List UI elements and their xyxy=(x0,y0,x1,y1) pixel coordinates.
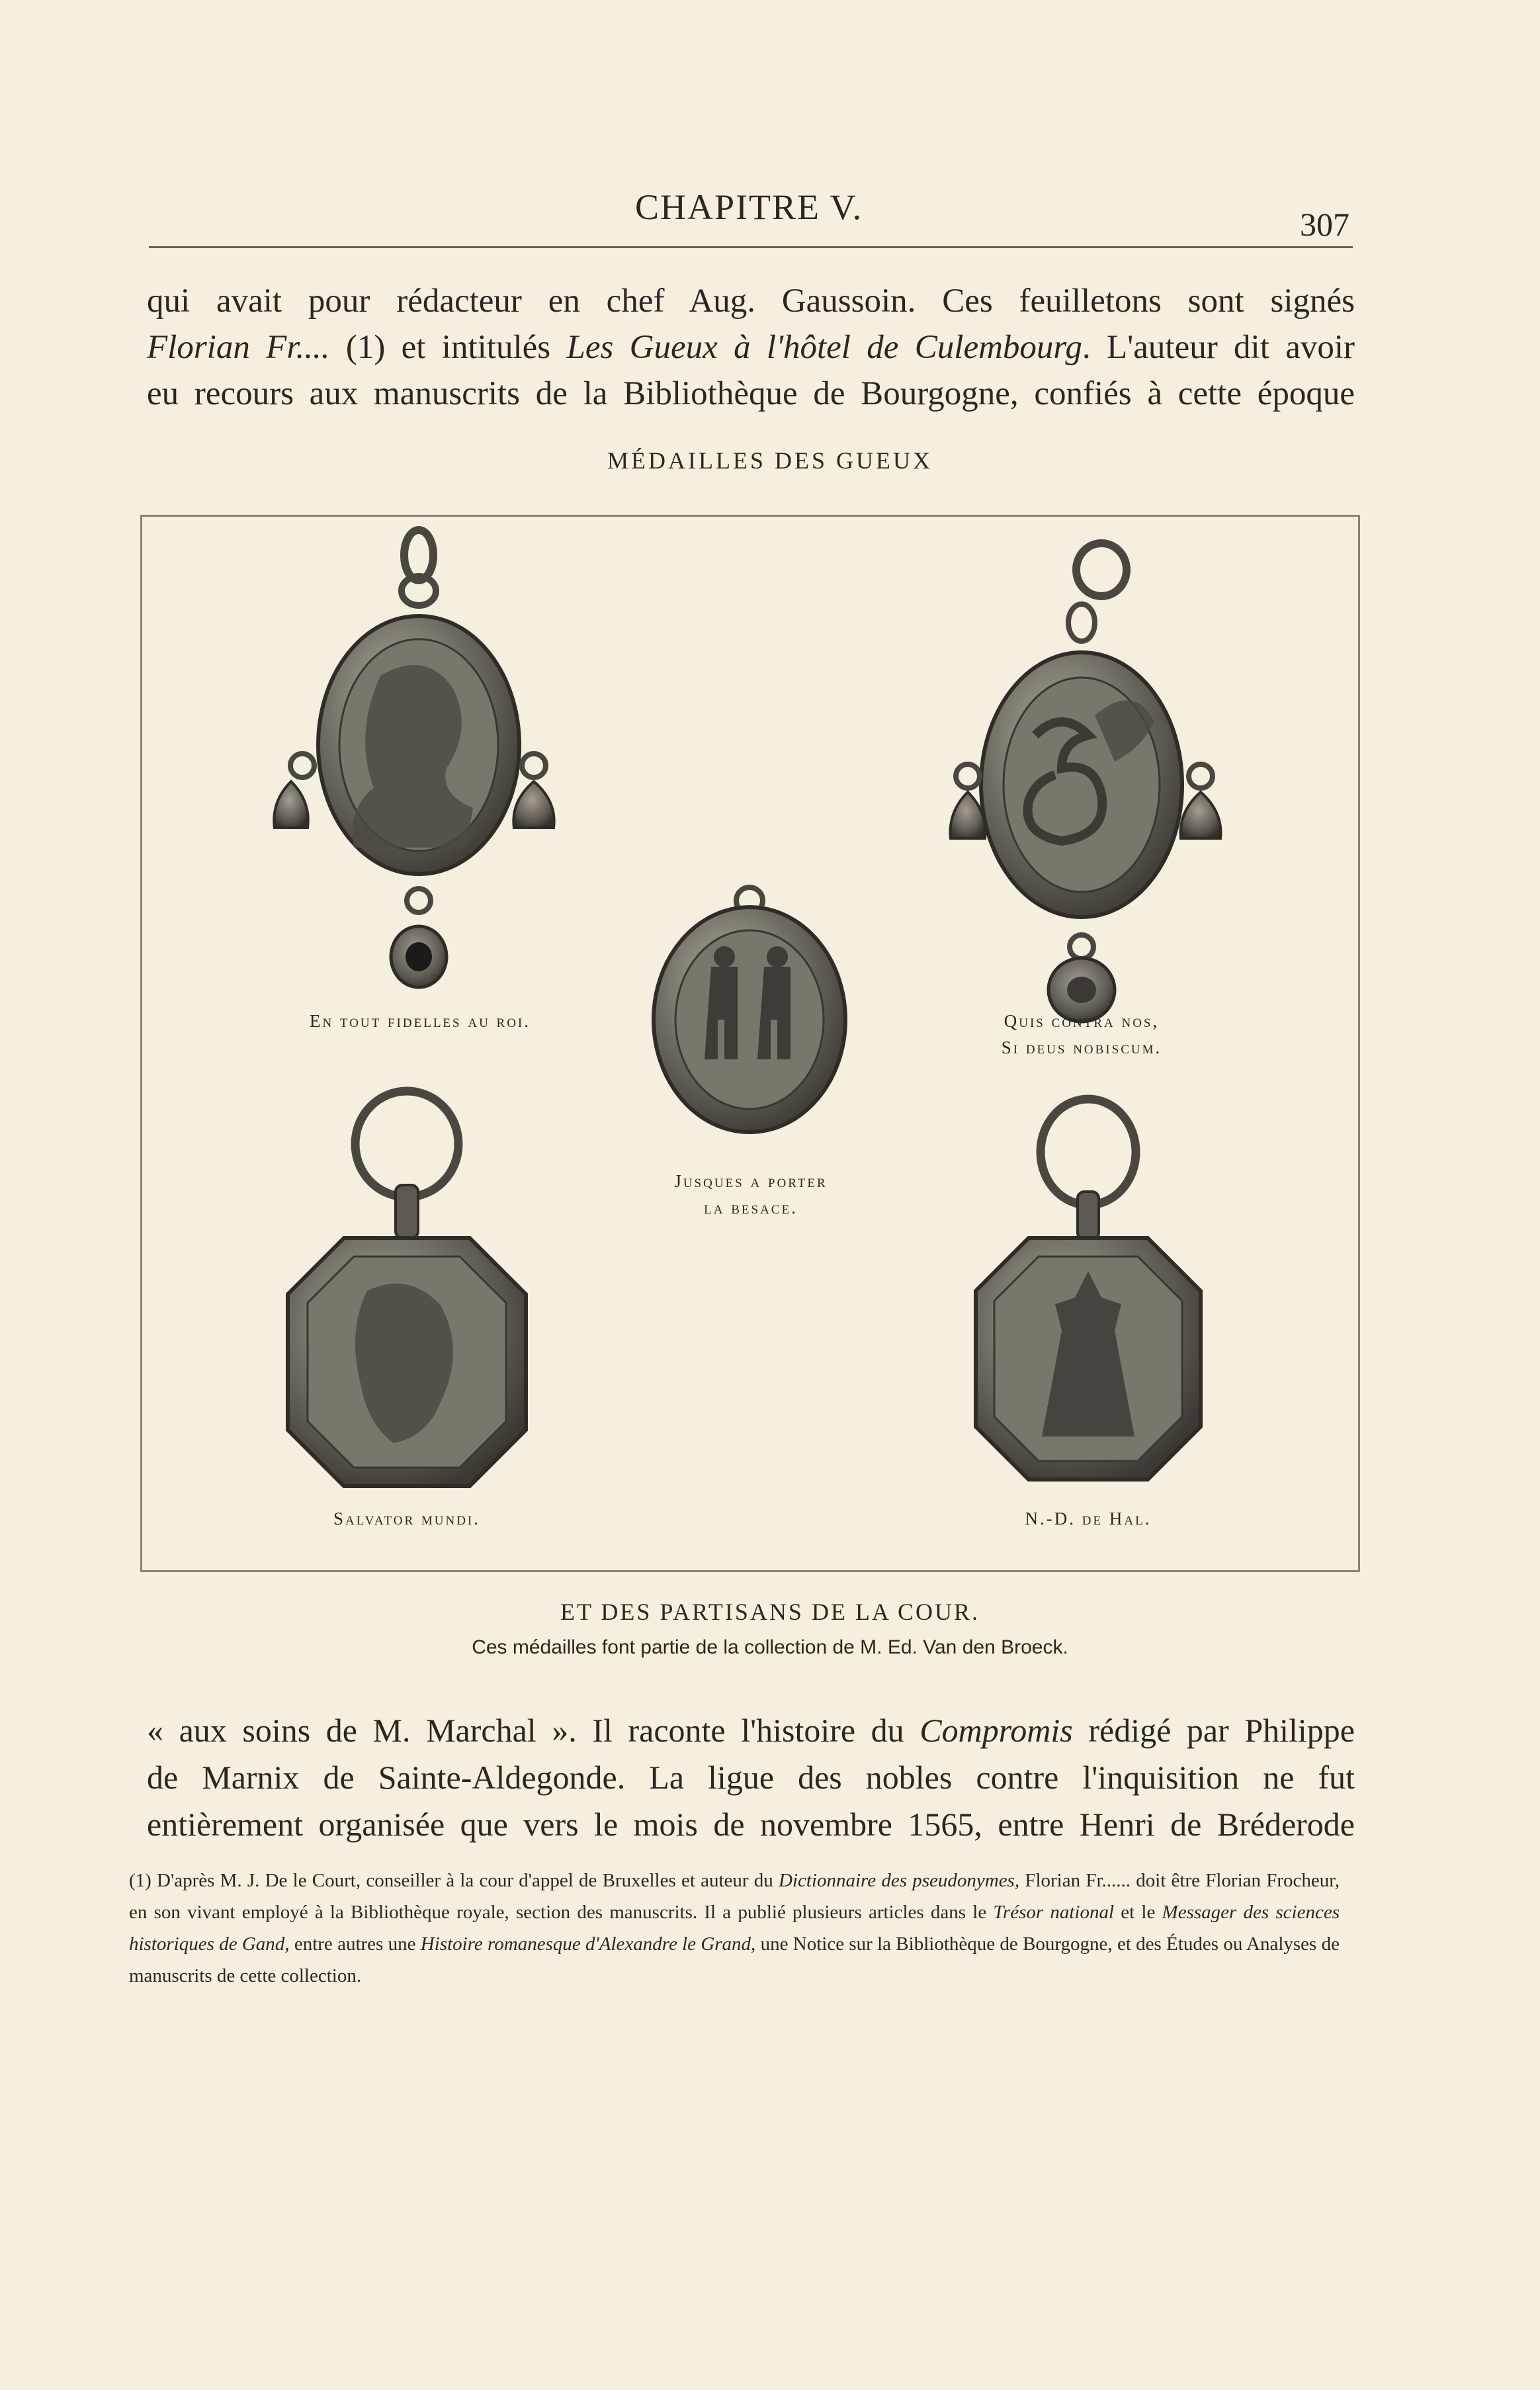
intro-paragraph xyxy=(147,278,1355,417)
figure-title: MÉDAILLES DES GUEUX xyxy=(607,447,933,474)
medal-caption: Salvator mundi. xyxy=(333,1509,481,1528)
footnote: (1) D'après M. J. De le Court, conseiller à la cour d'appel de Bruxelles et auteur du Dictionnaire des pseudonymes, Florian Fr...... doit être Florian Frocheur, en son vivant employé à la Bibliothèque royale, section des manuscrits. Il a publié plusieurs articles dans le Trésor national et le Messager des sciences historiques de Gand, entre autres une Histoire romanesque d'Alexandre le Grand, une Notice sur la Bibliothèque de Bourgogne, et des Études ou Analyses de manuscrits de cette collection. xyxy=(129,1870,1340,1986)
medal-salvator-mundi xyxy=(288,1091,526,1486)
medal-besace xyxy=(654,887,845,1132)
chapter-title: CHAPITRE V. xyxy=(635,187,863,227)
text-line: Florian Fr.... (1) et intitulés Les Gueux à l'hôtel de Culembourg. L'auteur dit avoir xyxy=(147,329,1355,366)
medal-quis-contra-nos xyxy=(951,543,1221,1022)
medal-notre-dame-hal xyxy=(976,1099,1201,1480)
page-number: 307 xyxy=(1300,206,1349,243)
figure-subtitle: ET DES PARTISANS DE LA COUR. xyxy=(560,1599,980,1625)
body-paragraph xyxy=(147,1707,1355,1848)
text-line: entièrement organisée que vers le mois de novembre 1565, entre Henri de Bréderode xyxy=(147,1806,1355,1843)
text-line: qui avait pour rédacteur en chef Aug. Gaussoin. Ces feuilletons sont signés xyxy=(147,283,1355,320)
text-line: de Marnix de Sainte-Aldegonde. La ligue des nobles contre l'inquisition ne fut xyxy=(147,1759,1355,1796)
medal-caption: Jusques a porter la besace. xyxy=(674,1171,828,1217)
medals-plate xyxy=(140,515,1360,1572)
medal-caption: N.-D. de Hal. xyxy=(1025,1509,1152,1528)
medal-caption: Quis contra nos, Si deus nobiscum. xyxy=(1001,1011,1162,1057)
running-head xyxy=(0,187,1540,243)
medal-caption: En tout fidelles au roi. xyxy=(309,1011,531,1031)
text-line: « aux soins de M. Marchal ». Il raconte l'histoire du Compromis rédigé par Philippe xyxy=(147,1712,1355,1749)
text-line: eu recours aux manuscrits de la Bibliothèque de Bourgogne, confiés à cette époque xyxy=(147,375,1355,412)
medal-fidelles xyxy=(274,530,554,987)
figure-credit: Ces médailles font partie de la collection de M. Ed. Van den Broeck. xyxy=(472,1636,1068,1658)
header-rule xyxy=(149,246,1353,248)
